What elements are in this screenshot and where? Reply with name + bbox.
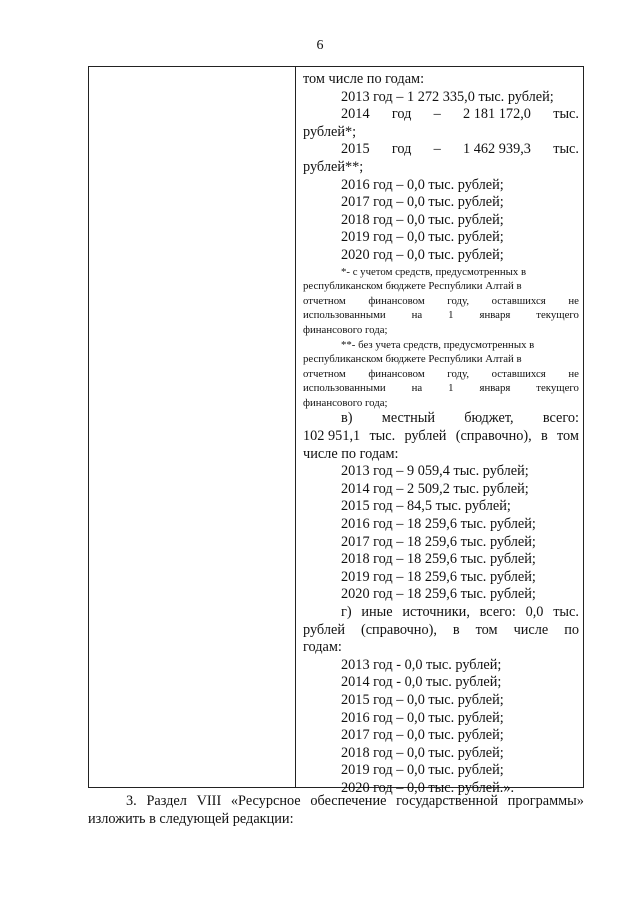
word: год	[391, 106, 412, 123]
footnote-justified-line	[303, 381, 579, 396]
column-divider	[295, 67, 296, 787]
text-line: рублей*;	[303, 123, 357, 140]
word: текущего	[536, 382, 579, 395]
word: том	[556, 428, 579, 445]
text-line: 2016 год – 18 259,6 тыс. рублей;	[341, 516, 536, 533]
word: не	[568, 294, 579, 307]
footnote-line: республиканском бюджете Республики Алтай в	[303, 353, 522, 366]
budget-table	[88, 66, 584, 796]
word: тыс.	[553, 141, 579, 158]
text-line: рублей**;	[303, 158, 364, 175]
text-line: 2016 год – 0,0 тыс. рублей;	[341, 176, 504, 193]
justified-line	[303, 410, 579, 428]
word: –	[433, 141, 441, 158]
word: всего:	[479, 604, 516, 620]
section-paragraph-line	[88, 793, 584, 811]
word: 1 462 939,3	[463, 141, 531, 158]
word: 1	[448, 309, 454, 322]
word: числе	[513, 621, 549, 638]
word: на	[411, 382, 423, 395]
text-line: 2013 год - 0,0 тыс. рублей;	[341, 656, 502, 673]
justified-line	[303, 106, 579, 124]
text-line: 2013 год – 1 272 335,0 тыс. рублей;	[341, 88, 554, 105]
word: отчетном	[303, 367, 346, 380]
footnote-line: финансового года;	[303, 323, 388, 336]
word: (справочно),	[360, 621, 437, 638]
word: иные	[361, 604, 393, 620]
justified-line	[303, 622, 579, 640]
word: VIII	[196, 793, 222, 809]
text-line: годам:	[303, 639, 342, 656]
word: использованными	[303, 309, 386, 322]
text-line: 2017 год – 0,0 тыс. рублей;	[341, 727, 504, 744]
footnote-line: финансового года;	[303, 396, 388, 409]
footnote-justified-line	[303, 308, 579, 323]
text-line: 2015 год – 84,5 тыс. рублей;	[341, 498, 511, 515]
word: на	[411, 309, 423, 322]
word: 2 181 172,0	[463, 106, 531, 123]
word: рублей	[404, 428, 447, 445]
justified-line	[303, 604, 579, 622]
word: государственной	[396, 793, 499, 809]
word: местный	[381, 410, 436, 427]
word: году,	[447, 367, 470, 380]
word: год	[391, 141, 412, 158]
justified-line	[303, 428, 579, 446]
text-line: 2020 год – 18 259,6 тыс. рублей;	[341, 586, 536, 603]
word: Раздел	[146, 793, 187, 809]
word: том	[475, 621, 498, 638]
word: рублей	[303, 621, 345, 638]
text-line: 2016 год – 0,0 тыс. рублей;	[341, 709, 504, 726]
word: оставшихся	[491, 367, 546, 380]
word: в	[540, 428, 548, 445]
text-line: 2019 год – 0,0 тыс. рублей;	[341, 229, 504, 246]
word: текущего	[536, 309, 579, 322]
word: (справочно),	[455, 428, 532, 445]
word: году,	[447, 294, 470, 307]
word: в	[452, 621, 460, 638]
word: тыс.	[369, 428, 396, 445]
section-paragraph-line: изложить в следующей редакции:	[88, 811, 294, 827]
text-line: 2014 год – 2 509,2 тыс. рублей;	[341, 480, 529, 497]
word: обеспечение	[310, 793, 387, 809]
word: 2015	[341, 141, 370, 158]
text-line: 2014 год - 0,0 тыс. рублей;	[341, 674, 502, 691]
text-line: 2015 год – 0,0 тыс. рублей;	[341, 691, 504, 708]
word: всего:	[542, 410, 579, 427]
footnote-justified-line	[303, 367, 579, 382]
text-line: 2020 год – 0,0 тыс. рублей;	[341, 246, 504, 263]
word: оставшихся	[491, 294, 546, 307]
word: финансовом	[368, 367, 425, 380]
text-line: 2018 год – 18 259,6 тыс. рублей;	[341, 551, 536, 568]
word: г)	[341, 604, 352, 620]
word: отчетном	[303, 294, 346, 307]
text-line: 2018 год – 0,0 тыс. рублей;	[341, 744, 504, 761]
text-line: 2013 год – 9 059,4 тыс. рублей;	[341, 463, 529, 480]
text-line: 2019 год – 18 259,6 тыс. рублей;	[341, 568, 536, 585]
word: программы»	[507, 793, 584, 809]
funding-cell	[303, 71, 579, 798]
word: –	[433, 106, 441, 123]
word: не	[568, 367, 579, 380]
text-line: числе по годам:	[303, 445, 399, 462]
word: источники,	[402, 604, 470, 620]
text-line: 2017 год – 18 259,6 тыс. рублей;	[341, 533, 536, 550]
word: 2014	[341, 106, 370, 123]
text-line: том числе по годам:	[303, 71, 425, 87]
word: финансовом	[368, 294, 425, 307]
text-line: 2019 год – 0,0 тыс. рублей;	[341, 762, 504, 779]
word: 0,0	[525, 604, 544, 620]
word: бюджет,	[464, 410, 514, 427]
word: 102 951,1	[303, 428, 361, 445]
footnote-line: *- с учетом средств, предусмотренных в	[341, 265, 527, 278]
word: января	[479, 382, 511, 395]
word: тыс.	[553, 106, 579, 123]
justified-line	[303, 141, 579, 159]
footnote-line: **- без учета средств, предусмотренных в	[341, 338, 535, 351]
text-line: 2017 год – 0,0 тыс. рублей;	[341, 194, 504, 211]
word: «Ресурсное	[230, 793, 301, 809]
word: по	[564, 621, 579, 638]
text-line: 2020 год – 0,0 тыс. рублей.».	[341, 779, 515, 796]
footnote-line: республиканском бюджете Республики Алтай в	[303, 280, 522, 293]
word: использованными	[303, 382, 386, 395]
word: 1	[448, 382, 454, 395]
word: в)	[341, 410, 353, 427]
word: января	[479, 309, 511, 322]
word: 3.	[126, 793, 137, 809]
footnote-justified-line	[303, 294, 579, 309]
word: тыс.	[553, 604, 579, 620]
text-line: 2018 год – 0,0 тыс. рублей;	[341, 211, 504, 228]
page-number: 6	[316, 38, 324, 53]
